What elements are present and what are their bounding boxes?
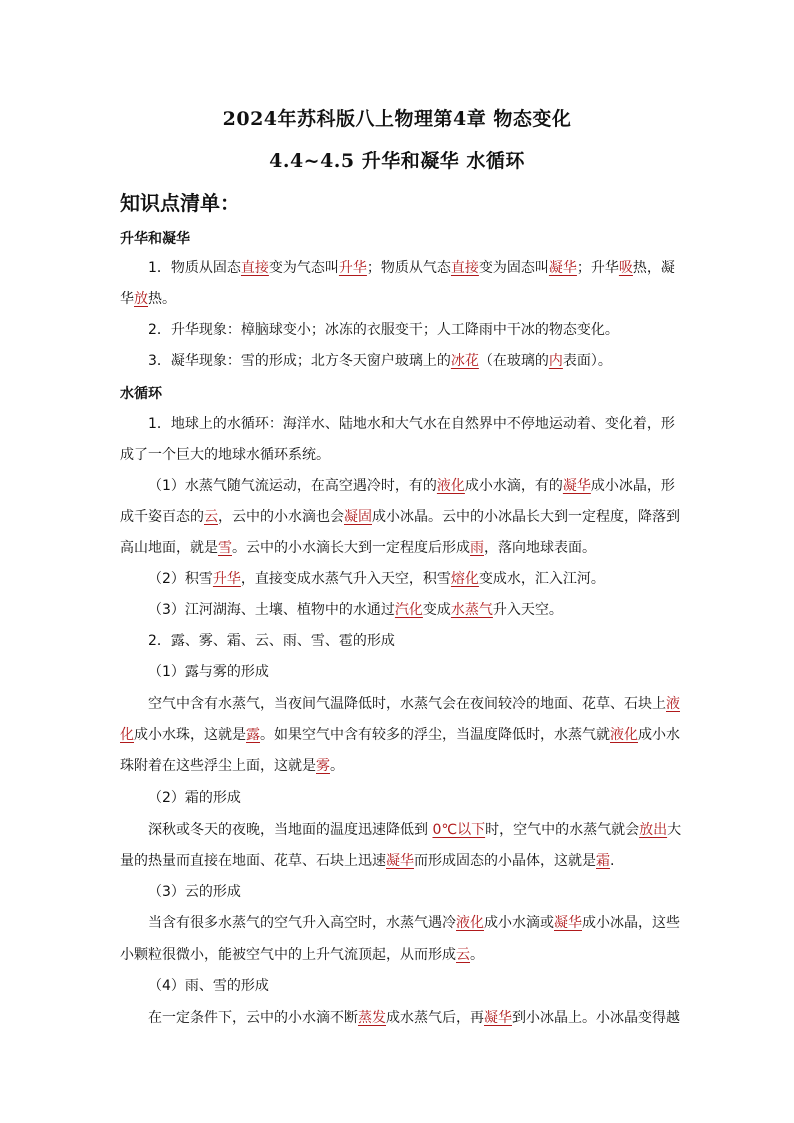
- keyword-answer: 水蒸气: [450, 602, 493, 618]
- text-run: 变为固态叫: [478, 260, 549, 276]
- keyword-answer: 液化: [436, 478, 465, 494]
- paragraph-line: [120, 913, 704, 933]
- keyword-answer: 凝华: [562, 478, 591, 494]
- text-run: 变为气态叫: [268, 260, 339, 276]
- keyword-answer: 吸: [618, 260, 633, 276]
- text-run: ，云中的小水滴也会: [218, 509, 344, 525]
- paragraph-line: [120, 694, 704, 714]
- paragraph-line: [120, 945, 676, 965]
- paragraph-line: [120, 756, 676, 776]
- keyword-answer: 汽化: [394, 602, 423, 618]
- text-run: 。: [470, 947, 484, 963]
- text-run: ；物质从气态: [366, 260, 451, 276]
- text-run: （3）江河湖海、土壤、植物中的水通过: [148, 602, 395, 618]
- paragraph-line: 成了一个巨大的地球水循环系统。: [120, 447, 330, 463]
- text-run: 华: [120, 291, 134, 307]
- subheading-frost: （2）霜的形成: [148, 790, 241, 806]
- keyword-answer: 凝华: [554, 915, 582, 931]
- paragraph-line: [120, 725, 680, 745]
- paragraph-line: [120, 289, 676, 309]
- text-run: 变成: [422, 602, 451, 618]
- keyword-answer: 直接: [450, 260, 479, 276]
- section-heading-water-cycle: 水循环: [120, 386, 162, 402]
- keyword-answer: 0℃以下: [432, 822, 486, 838]
- keyword-answer: 云: [204, 509, 218, 525]
- text-run: 热。: [148, 291, 176, 307]
- keyword-answer: 凝华: [484, 1010, 512, 1026]
- keyword-answer: 露: [246, 727, 260, 743]
- text-run: ，直接变成水蒸气升入天空，积雪: [240, 571, 451, 587]
- paragraph-line: [120, 538, 676, 558]
- keyword-answer: 升华: [338, 260, 367, 276]
- text-run: 当含有很多水蒸气的空气升入高空时，水蒸气遇冷: [148, 915, 456, 931]
- keyword-answer: 液化: [456, 915, 484, 931]
- text-run: 时，空气中的水蒸气就会: [485, 822, 640, 838]
- paragraph-line: [120, 507, 680, 527]
- text-run: 小颗粒很微小，能被空气中的上升气流顶起，从而形成: [120, 947, 456, 963]
- text-run: 表面）。: [562, 353, 612, 369]
- text-run: 热，凝: [632, 260, 675, 276]
- keyword-answer: 凝固: [344, 509, 372, 525]
- paragraph-line: [120, 476, 704, 496]
- text-run: 而形成固态的小晶体，这就是: [414, 853, 596, 869]
- keyword-answer: 内: [548, 353, 563, 369]
- text-run: 成小冰晶，这些: [582, 915, 680, 931]
- text-run: 成千姿百态的: [120, 509, 204, 525]
- subheading-dew-fog: （1）露与雾的形成: [148, 664, 269, 680]
- text-run: （1）水蒸气随气流运动，在高空遇冷时，有的: [148, 478, 437, 494]
- text-run: 大: [667, 822, 682, 838]
- paragraph-line: [120, 851, 676, 871]
- text-run: （2）积雪: [148, 571, 213, 587]
- paragraph-line: [120, 569, 704, 589]
- text-run: 升入天空。: [492, 602, 563, 618]
- keyword-answer: 放: [134, 291, 148, 307]
- keyword-answer: 雾: [316, 758, 330, 774]
- text-run: 成小水滴，有的: [464, 478, 563, 494]
- keyword-answer: 升华: [212, 571, 241, 587]
- keyword-answer: 液: [666, 696, 680, 712]
- text-run: 成水蒸气后，再: [386, 1010, 484, 1026]
- paragraph-line: 1．地球上的水循环：海洋水、陆地水和大气水在自然界中不停地运动着、变化着，形: [148, 416, 675, 432]
- subheading-rain-snow: （4）雨、雪的形成: [148, 978, 269, 994]
- text-run: ；升华: [576, 260, 619, 276]
- text-run: 深秋或冬天的夜晚，当地面的温度迅速降低到: [148, 822, 433, 838]
- section-heading-sublimation: 升华和凝华: [120, 231, 190, 247]
- text-run: 珠附着在这些浮尘上面，这就是: [120, 758, 316, 774]
- text-run: 成小水滴或: [484, 915, 554, 931]
- paragraph-line: [120, 600, 704, 620]
- text-run: 。云中的小水滴长大到一定程度后形成: [232, 540, 470, 556]
- keyword-answer: 凝华: [386, 853, 414, 869]
- text-run: 成小水: [638, 727, 680, 743]
- text-run: 量的热量而直接在地面、花草、石块上迅速: [120, 853, 386, 869]
- paragraph-line: [120, 351, 704, 371]
- keyword-answer: 放出: [639, 822, 668, 838]
- text-run: 3．凝华现象：雪的形成；北方冬天窗户玻璃上的: [148, 353, 451, 369]
- text-run: 1．物质从固态: [148, 260, 241, 276]
- text-run: 高山地面，就是: [120, 540, 218, 556]
- keyword-answer: 直接: [240, 260, 269, 276]
- text-run: （在玻璃的: [478, 353, 549, 369]
- subheading-cloud: （3）云的形成: [148, 884, 241, 900]
- keyword-answer: 冰花: [450, 353, 479, 369]
- text-run: 到小冰晶上。小冰晶变得越: [512, 1010, 680, 1026]
- keyword-answer: 雪: [218, 540, 232, 556]
- text-run: 变成水，汇入江河。: [478, 571, 605, 587]
- paragraph-line: [120, 1008, 704, 1028]
- text-run: 成小水珠，这就是: [134, 727, 246, 743]
- keyword-answer: 凝华: [548, 260, 577, 276]
- text-run: 成小冰晶。云中的小冰晶长大到一定程度，降落到: [372, 509, 680, 525]
- keyword-answer: 蒸发: [358, 1010, 386, 1026]
- keyword-answer: 霜: [596, 853, 610, 869]
- paragraph-line: 2．升华现象：樟脑球变小；冰冻的衣服变干；人工降雨中干冰的物态变化。: [148, 322, 619, 338]
- keyword-answer: 云: [456, 947, 470, 963]
- paragraph-line: [120, 258, 704, 278]
- document-title: 2024年苏科版八上物理第4章 物态变化: [222, 108, 572, 130]
- text-run: 。如果空气中含有较多的浮尘，当温度降低时，水蒸气就: [260, 727, 610, 743]
- document-subtitle: 4.4~4.5 升华和凝华 水循环: [269, 150, 525, 172]
- text-run: 。: [330, 758, 344, 774]
- keyword-answer: 熔化: [450, 571, 479, 587]
- section-heading-knowledge-list: 知识点清单：: [120, 191, 240, 215]
- keyword-answer: 雨: [470, 540, 484, 556]
- text-run: 空气中含有水蒸气，当夜间气温降低时，水蒸气会在夜间较冷的地面、花草、石块上: [148, 696, 666, 712]
- keyword-answer: 化: [120, 727, 134, 743]
- text-run: ，落向地球表面。: [484, 540, 596, 556]
- paragraph-line: 2．露、雾、霜、云、雨、雪、雹的形成: [148, 633, 395, 649]
- text-run: 成小冰晶，形: [590, 478, 675, 494]
- keyword-answer: 液化: [610, 727, 638, 743]
- text-run: 在一定条件下，云中的小水滴不断: [148, 1010, 358, 1026]
- paragraph-line: [120, 820, 704, 840]
- text-run: .: [610, 853, 615, 869]
